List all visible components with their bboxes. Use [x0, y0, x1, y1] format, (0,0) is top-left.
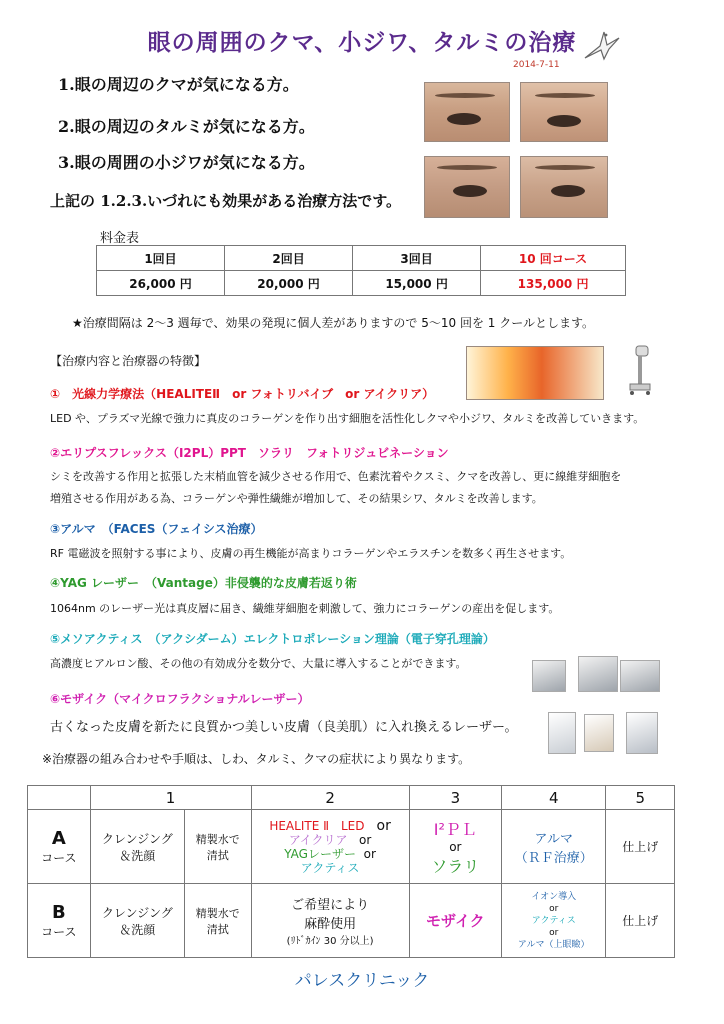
device-photo-5 [584, 714, 614, 752]
cell-line: クレンジング [101, 831, 173, 846]
actis-text: アクティス [300, 860, 360, 875]
healite-led-text: HEALITE Ⅱ LED [269, 818, 377, 833]
cell-line: ご希望により [291, 898, 370, 913]
course-a-step-3 [409, 810, 501, 884]
device-photo-4 [548, 712, 576, 754]
interval-note: ★治療間隔は 2～3 週毎で、効果の発現に個人差がありますので 5～10 回を 1 クールとします。 [72, 316, 595, 330]
course-b-step-2 [251, 884, 409, 958]
treatment-4-body: 1064nm のレーザー光は真皮層に届き、繊維芽細胞を刺激して、強力にコラーゲンの産出を促します。 [50, 602, 560, 615]
eye-shape [551, 185, 585, 197]
fee-header-2: 2回目 [225, 246, 353, 271]
cell-line: クレンジング [101, 905, 173, 920]
or-text: or [376, 817, 391, 834]
page-title: 眼の周囲のクマ、小ジワ、タルミの治療 [147, 30, 577, 56]
cell-line: (ﾘﾄﾞｶｲﾝ 30 分以上) [286, 936, 374, 947]
cell-line: 清拭 [206, 922, 229, 936]
plan-row-b [28, 884, 675, 958]
treatment-1-title: ① 光線力学療法（HEALITEⅡ or フォトリバイブ or アイクリア） [50, 387, 435, 401]
eye-shape [453, 185, 487, 197]
course-a-cell [28, 810, 91, 884]
course-b-step-4 [502, 884, 606, 958]
treatment-6-body: 古くなった皮膚を新たに良質かつ美しい皮膚（良美肌）に入れ換えるレーザー。 [50, 720, 518, 735]
course-a-label: コース [41, 850, 77, 865]
course-b-cell [28, 884, 91, 958]
plan-header-row [28, 786, 675, 810]
device-photo-6 [626, 712, 658, 754]
eyebrow-shape [535, 93, 595, 98]
treatment-2-body-line-1: シミを改善する作用と拡張した末梢血管を減少させる作用で、色素沈着やクスミ、クマを改善し、更に線維芽細胞を [50, 470, 622, 483]
plan-step-5: 5 [606, 786, 675, 810]
cell-line: 精製水で [195, 832, 240, 846]
eyebrow-shape [435, 93, 495, 98]
fee-header-row [97, 246, 626, 271]
plan-row-a [28, 810, 675, 884]
fee-header-1: 1回目 [97, 246, 225, 271]
device-photo-1 [532, 660, 566, 692]
course-b-label: コース [41, 924, 77, 939]
course-b-finish: 仕上げ [606, 884, 675, 958]
device-photo-2 [578, 656, 618, 692]
device-stand-icon [622, 344, 656, 396]
eye-shape [447, 113, 481, 125]
plan-step-4: 4 [502, 786, 606, 810]
fee-table [96, 245, 626, 296]
treatment-5-body: 高濃度ヒアルロン酸、その他の有効成分を数分で、大量に導入することができます。 [50, 657, 467, 670]
or-text: or [449, 839, 462, 854]
course-a-cleansing [90, 810, 184, 884]
solari-text: ソラリ [431, 856, 480, 876]
course-a-finish: 仕上げ [606, 810, 675, 884]
fee-value-2: 20,000 円 [225, 271, 353, 296]
cell-line: アルマ [534, 831, 573, 847]
course-b-step-3: モザイク [409, 884, 501, 958]
eye-shape [547, 115, 581, 127]
plan-step-1: 1 [90, 786, 251, 810]
cell-line: 麻酔使用 [304, 917, 357, 932]
eyebrow-shape [535, 165, 595, 170]
treatment-3-title: ③アルマ （FACES（フェイシス治療） [50, 522, 263, 536]
fee-value-row [97, 271, 626, 296]
course-a-name: A [51, 827, 66, 849]
cell-line: イオン導入 [531, 891, 577, 902]
eye-photo-2 [520, 82, 608, 142]
plan-step-3: 3 [409, 786, 501, 810]
treatment-2-title: ②エリプスフレックス（I2PL）PPT ソラリ フォトリジュビネーション [50, 446, 449, 460]
fee-value-3: 15,000 円 [353, 271, 481, 296]
fee-value-10-course: 135,000 円 [481, 271, 626, 296]
treatment-2-body-line-2: 増殖させる作用がある為、コラーゲンや弾性繊維が増加して、その結果シワ、タルミを改善します。 [50, 492, 543, 505]
eyebrow-shape [437, 165, 497, 170]
bird-logo-icon [582, 28, 622, 62]
document-date: 2014-7-11 [513, 60, 560, 70]
cell-line: 清拭 [206, 848, 229, 862]
course-b-wipe [184, 884, 251, 958]
fee-header-10-course: 10 回コース [481, 246, 626, 271]
cell-line: アルマ（上眼瞼） [517, 939, 590, 950]
symptom-2: 2.眼の周辺のタルミが気になる方。 [58, 117, 315, 136]
treatment-6-title: ⑥モザイク（マイクロフラクショナルレーザー） [50, 692, 310, 706]
cell-line: ＆洗顔 [119, 922, 156, 937]
led-device-photo [466, 346, 604, 400]
fee-table-label: 料金表 [100, 231, 140, 246]
symptom-3: 3.眼の周囲の小ジワが気になる方。 [58, 153, 315, 172]
course-b-name: B [51, 901, 66, 923]
clinic-name: パレスクリニック [294, 971, 430, 991]
eye-photo-1 [424, 82, 510, 142]
i2pl-text: I²ＰＬ [433, 819, 477, 839]
combination-note: ※治療器の組み合わせや手順は、しわ、タルミ、クマの症状により異なります。 [42, 752, 471, 766]
cell-line: ＆洗顔 [119, 848, 156, 863]
course-a-step-4 [502, 810, 606, 884]
or-text: or [549, 927, 559, 938]
eyeclear-text: アイクリア [288, 832, 348, 847]
or-text: or [549, 903, 559, 914]
course-b-cleansing [90, 884, 184, 958]
summary-text: 上記の 1.2.3.いづれにも効果がある治療方法です。 [50, 192, 402, 210]
eye-photo-4 [520, 156, 608, 218]
cell-line: （ＲＦ治療） [514, 850, 593, 866]
course-a-wipe [184, 810, 251, 884]
section-heading: 【治療内容と治療器の特徴】 [50, 354, 207, 368]
fee-header-3: 3回目 [353, 246, 481, 271]
treatment-3-body: RF 電磁波を照射する事により、皮膚の再生機能が高まりコラーゲンやエラスチンを数多く再生させます。 [50, 547, 572, 560]
treatment-4-title: ④YAG レーザー （Vantage）非侵襲的な皮膚若返り術 [50, 576, 357, 590]
course-a-step-2 [251, 810, 409, 884]
or-text: or [363, 846, 376, 861]
cell-line: アクティス [531, 915, 576, 926]
fee-value-1: 26,000 円 [97, 271, 225, 296]
eye-photo-3 [424, 156, 510, 218]
device-photo-3 [620, 660, 660, 692]
plan-step-2: 2 [251, 786, 409, 810]
treatment-5-title: ⑤メソアクティス （アクシダーム）エレクトロポレーション理論（電子穿孔理論） [50, 632, 495, 646]
cell-line: 精製水で [195, 906, 240, 920]
plan-corner-cell [28, 786, 91, 810]
treatment-1-body: LED や、プラズマ光線で強力に真皮のコラーゲンを作り出す細胞を活性化しクマや小ジワ、タルミを改善していきます。 [50, 412, 645, 425]
symptom-1: 1.眼の周辺のクマが気になる方。 [58, 75, 299, 94]
yag-laser-text: YAGレーザー [284, 846, 356, 861]
or-text: or [359, 832, 372, 847]
treatment-plan-table [27, 785, 675, 958]
